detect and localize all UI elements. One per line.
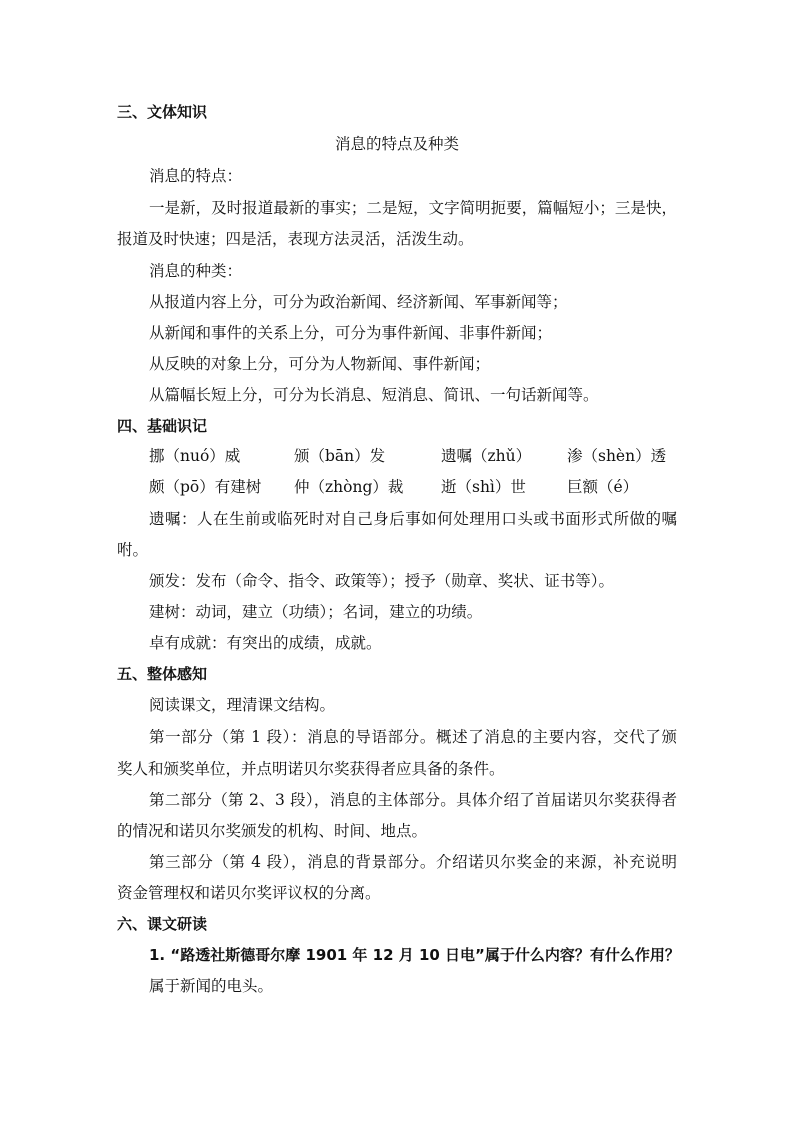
part3-line-2: 资金管理权和诺贝尔奖评议权的分离。 (117, 884, 381, 902)
vocab-item: 颇（pō）有建树 (149, 478, 262, 496)
definition-banfa: 颁发：发布（命令、指令、政策等）；授予（勋章、奖状、证书等）。 (149, 572, 615, 590)
vocab-item: 巨额（é） (567, 478, 639, 496)
section-heading-overview: 五、整体感知 (117, 665, 208, 683)
part2-line-2: 的情况和诺贝尔奖颁发的机构、时间、地点。 (117, 822, 428, 840)
features-label: 消息的特点： (149, 167, 243, 185)
vocab-item: 遗嘱（zhǔ） (441, 447, 532, 465)
section-heading-basics: 四、基础识记 (117, 417, 208, 435)
vocab-row (149, 477, 679, 497)
answer-1: 属于新闻的电头。 (149, 977, 274, 995)
types-item-object: 从反映的对象上分，可分为人物新闻、事件新闻； (149, 355, 491, 373)
part3-line-1: 第三部分（第 4 段），消息的背景部分。介绍诺贝尔奖金的来源，补充说明 (149, 853, 677, 871)
definition-yizhu-line-2: 咐。 (117, 541, 149, 559)
section-heading-genre-knowledge: 三、文体知识 (117, 103, 208, 121)
vocab-item: 渗（shèn）透 (567, 447, 667, 465)
vocab-row (149, 446, 679, 466)
section-heading-text-study: 六、课文研读 (117, 915, 208, 933)
types-item-length: 从篇幅长短上分，可分为长消息、短消息、简讯、一句话新闻等。 (149, 386, 599, 404)
part1-line-2: 奖人和颁奖单位，并点明诺贝尔奖获得者应具备的条件。 (117, 760, 505, 778)
overview-intro: 阅读课文，理清课文结构。 (149, 696, 336, 714)
vocab-item: 逝（shì）世 (441, 478, 526, 496)
types-label: 消息的种类： (149, 262, 243, 280)
vocab-item: 仲（zhòng）裁 (294, 478, 404, 496)
vocab-item: 颁（bān）发 (294, 447, 386, 465)
part1-line-1: 第一部分（第 1 段）：消息的导语部分。概述了消息的主要内容，交代了颁 (149, 728, 677, 746)
vocab-item: 挪（nuó）威 (149, 447, 241, 465)
part2-line-1: 第二部分（第 2、3 段），消息的主体部分。具体介绍了首届诺贝尔奖获得者 (149, 791, 677, 809)
subsection-title: 消息的特点及种类 (334, 135, 459, 153)
types-item-content: 从报道内容上分，可分为政治新闻、经济新闻、军事新闻等； (149, 293, 568, 311)
types-item-relation: 从新闻和事件的关系上分，可分为事件新闻、非事件新闻； (149, 324, 553, 342)
definition-yizhu-line-1: 遗嘱：人在生前或临死时对自己身后事如何处理用口头或书面形式所做的嘱 (149, 510, 677, 528)
question-1: 1. “路透社斯德哥尔摩 1901 年 12 月 10 日电”属于什么内容？有什么作用？ (149, 946, 680, 964)
definition-jianshu: 建树：动词，建立（功绩）；名词，建立的功绩。 (149, 603, 483, 621)
definition-zhuoyouchengjiu: 卓有成就：有突出的成绩，成就。 (149, 634, 382, 652)
features-text-line-2: 报道及时快速；四是活，表现方法灵活，活泼生动。 (117, 230, 474, 248)
features-text-line-1: 一是新，及时报道最新的事实；二是短，文字简明扼要，篇幅短小；三是快， (149, 199, 677, 217)
